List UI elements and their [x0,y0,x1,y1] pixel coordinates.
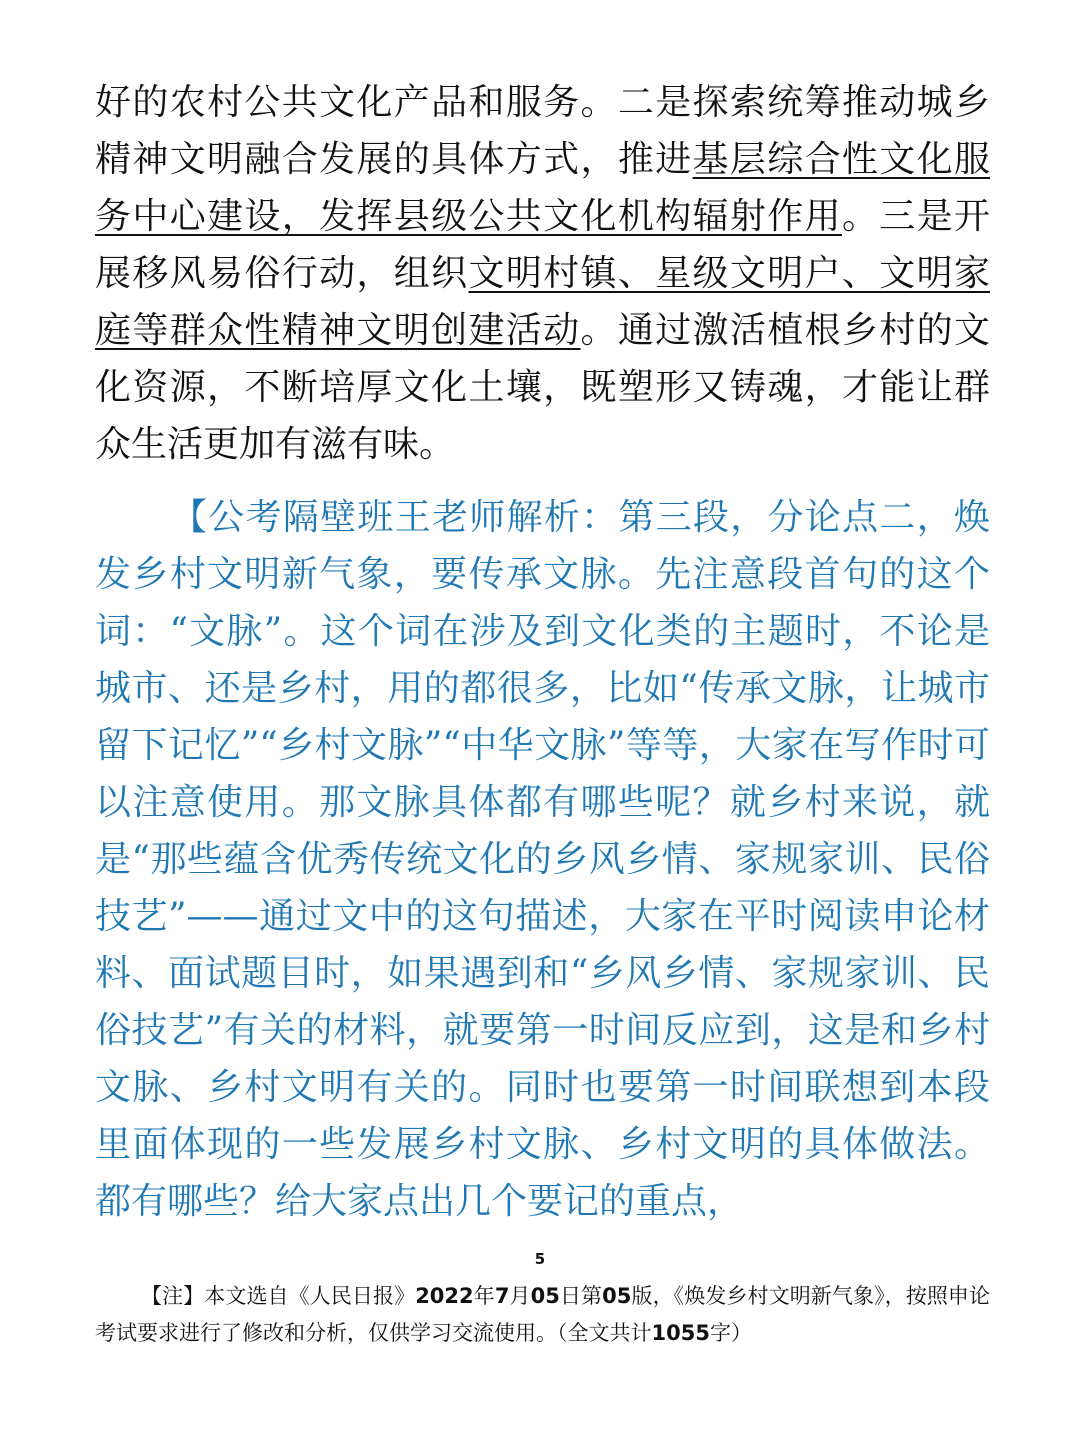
page-number: 5 [534,1250,546,1268]
footnote-text: 日第 [559,1284,603,1308]
underlined-phrase: 文明村镇、星级文明户、文明家庭等群众性精神文明创建活动 [95,253,990,351]
footnote-word-count: 1055 [651,1321,710,1345]
footnote-year: 2022 [415,1284,474,1308]
footnote-text: 月 [509,1284,531,1308]
footnote-day: 05 [530,1284,560,1308]
body-paragraph [95,74,990,494]
footnote-text: 版，《焕发乡村文明新气象》，按照申论考试要求进行了修改和分析，仅供学习交流使用。（全文共计 [95,1284,991,1345]
footnote-month: 7 [494,1284,510,1308]
footnote-text: 年 [473,1284,495,1308]
body-text-segment: 。三是开展移风易俗行动，组织 [95,196,990,294]
footnote-text: 字） [709,1321,752,1345]
body-text-segment: 。通过激活植根乡村的文化资源，不断培厚文化土壤，既塑形又铸魂，才能让群众生活更加有滋有味。 [95,310,990,465]
footnote-edition: 05 [602,1284,632,1308]
body-text-segment: 好的农村公共文化产品和服务。二是探索统筹推动城乡精神文明融合发展的具体方式，推进 [95,82,990,180]
analysis-paragraph: 【公考隔壁班王老师解析：第三段，分论点二，焕发乡村文明新气象，要传承文脉。先注意段首句的这个词：“文脉”。这个词在涉及到文化类的主题时，不论是城市、还是乡村，用的都很多，比如“传承文脉，让城市留下记忆”“乡村文脉”“中华文脉”等等，大家在写作时可以注意使用。那文脉具体都有哪些呢？就乡村来说，就是“那些蕴含优秀传统文化的乡风乡情、家规家训、民俗技艺”——通过文中的这句描述，大家在平时阅读申论材料、面试题目时，如果遇到和“乡风乡情、家规家训、民俗技艺”有关的材料，就要第一时间反应到，这是和乡村文脉、乡村文明有关的。同时也要第一时间联想到本段里面体现的一些发展乡村文脉、乡村文明的具体做法。都有哪些？给大家点出几个要记的重点， [95,497,990,1222]
underlined-phrase: 基层综合性文化服务中心建设，发挥县级公共文化机构辐射作用 [95,139,990,237]
footnote [95,1278,990,1352]
footnote-text: 【注】本文选自《人民日报》 [141,1284,416,1308]
